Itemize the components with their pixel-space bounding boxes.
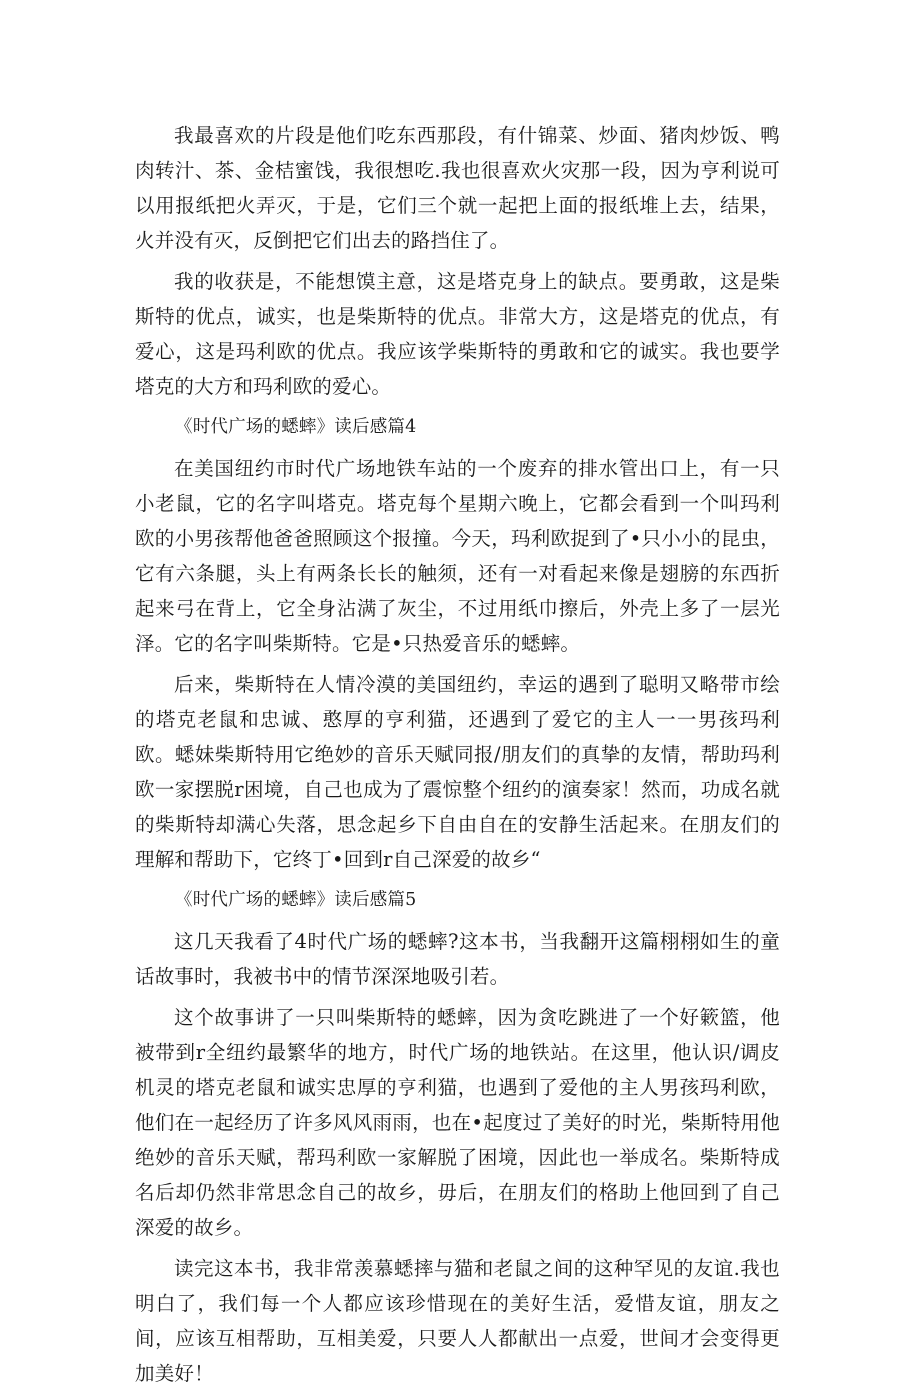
- paragraph-story-intro: 在美国纽约市时代广场地铁车站的一个废弃的排水管出口上，有一只小老鼠，它的名字叫塔克。塔克每个星期六晚上，它都会看到一个叫玛利欧的小男孩帮他爸爸照顾这个报撞。今天，玛利欧捉到了•只小小的昆虫，它有六条腿，头上有两条长长的触须，还有一对看起来像是翅膀的东西折起来弓在背上，它全身沾满了灰尘，不过用纸巾擦后，外壳上多了一层光泽。它的名字叫柴斯特。它是•只热爱音乐的蟋蟀。: [135, 457, 780, 655]
- paragraph-conclusion: 读完这本书，我非常羡慕蟋摔与猫和老鼠之间的这种罕见的友谊.我也明白了，我们每一个人都应该珍惜现在的美好生活，爱惜友谊，朋友之间，应该互相帮助，互相美爱，只要人人都献出一点爱，世间才会变得更加美好！: [135, 1257, 780, 1385]
- paragraph-favorite-scene: 我最喜欢的片段是他们吃东西那段，有什锦菜、炒面、猪肉炒饭、鸭肉转汁、茶、金桔蜜饯，我很想吃.我也很喜欢火灾那一段，因为亨利说可以用报纸把火弄灭，于是，它们三个就一起把上面的报纸堆上去，结果，火并没有灭，反倒把它们出去的路挡住了。: [135, 124, 780, 252]
- section-heading-5: 《时代广场的蟋蟀》读后感篇5: [175, 890, 417, 910]
- section-heading-4: 《时代广场的蟋蟀》读后感篇4: [175, 417, 417, 437]
- paragraph-reading-intro: 这几天我看了4时代广场的蟋蟀?这本书，当我翻开这篇栩栩如生的童话故事时，我被书中的情节深深地吸引若。: [135, 930, 780, 988]
- paragraph-takeaways: 我的收获是，不能想馍主意，这是塔克身上的缺点。要勇敢，这是柴斯特的优点，诚实，也是柴斯特的优点。非常大方，这是塔克的优点，有爱心，这是玛利欧的优点。我应该学柴斯特的勇敢和它的诚实。我也要学塔克的大方和玛利欧的爱心。: [135, 270, 780, 398]
- paragraph-story-summary: 这个故事讲了一只叫柴斯特的蟋蟀，因为贪吃跳进了一个好簌篮，他被带到r全纽约最繁华的地方，时代广场的地铁站。在这里，他认识/调皮机灵的塔克老鼠和诚实忠厚的亨利猫，也遇到了爱他的主人男孩玛利欧，他们在一起经历了许多风风雨雨，也在•起度过了美好的时光，柴斯特用他绝妙的音乐天赋，帮玛利欧一家解脱了困境，因此也一举成名。柴斯特成名后却仍然非常思念自己的故乡，毋后，在朋友们的格助上他回到了自己深爱的故乡。: [135, 1006, 780, 1239]
- paragraph-story-later: 后来，柴斯特在人情冷漠的美国纽约，幸运的遇到了聪明又略带市绘的塔克老鼠和忠诚、憨厚的亨利猫，还遇到了爱它的主人一一男孩玛利欧。蟋妹柴斯特用它绝妙的音乐天赋同报/朋友们的真挚的友情，帮助玛利欧一家摆脱r困境，自己也成为了震惊整个纽约的演奏家！然而，功成名就的柴斯特却满心失落，思念起乡下自由自在的安静生活起来。在朋友们的理解和帮助下，它终丁•回到r自己深爱的故乡“: [135, 673, 780, 871]
- document-body: [135, 118, 780, 1397]
